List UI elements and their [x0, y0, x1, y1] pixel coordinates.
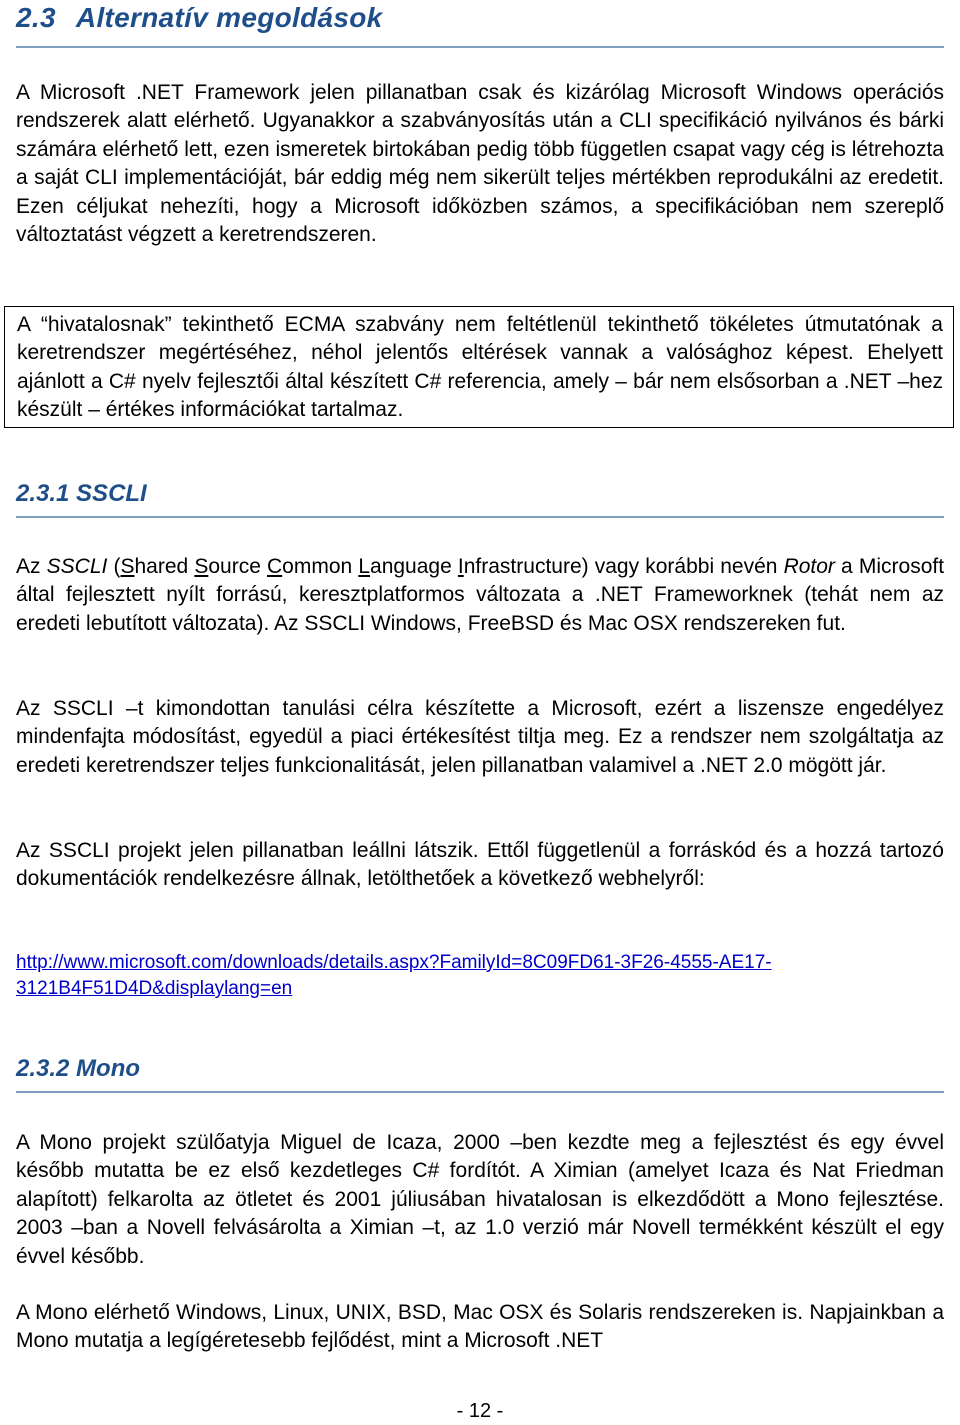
- intro-paragraph: A Microsoft .NET Framework jelen pillanatban csak és kizárólag Microsoft Windows operációs rendszerek alatt elérhető. Ugyanakkor a szabványosítás után a CLI specifikáció nyilvános és bárki számára elérhető lett, ezen ismeretek birtokában pedig több független csapat vagy cég is létrehozta a saját CLI implementációját, bár eddig még nem sikerült teljes mértékben reprodukálni az eredetit. Ezen céljukat nehezíti, hogy a Microsoft időközben számos, a specifikációban nem szereplő változtatást végzett a keretrendszeren.: [16, 81, 944, 247]
- mono-heading: 2.3.2 Mono: [16, 1055, 141, 1082]
- sscli-rule: [16, 516, 944, 518]
- page-number: - 12 -: [456, 1400, 504, 1422]
- sscli-paragraph-2: Az SSCLI –t kimondottan tanulási célra készítette a Microsoft, ezért a liszensze engedélyez mindenfajta módosítást, egyedül a piaci értékesítést tiltja meg. Ez a rendszer nem szolgáltatja az eredeti keretrendszer teljes funkcionalitását, jelen pillanatban valamivel a .NET 2.0 mögött jár.: [16, 697, 944, 777]
- sscli-paragraph-3: Az SSCLI projekt jelen pillanatban leállni látszik. Ettől függetlenül a forráskód és a hozzá tartozó dokumentációk rendelkezésre állnak, letölthetőek a következő webhelyről:: [16, 839, 944, 891]
- mono-paragraph-2: A Mono elérhető Windows, Linux, UNIX, BSD, Mac OSX és Solaris rendszereken is. Napjainkban a Mono mutatja a legígéretesebb fejlődést, mint a Microsoft .NET: [16, 1301, 944, 1353]
- section-heading: [16, 2, 944, 34]
- sscli-heading: 2.3.1 SSCLI: [16, 480, 147, 507]
- sscli-paragraph-1: Az SSCLI (Shared Source Common Language Infrastructure) vagy korábbi nevén Rotor a Microsoft által fejlesztett nyílt forrású, keresztplatformos változata a .NET Frameworknek (tehát nem az eredeti lebutított változata). Az SSCLI Windows, FreeBSD és Mac OSX rendszereken fut.: [16, 555, 945, 635]
- heading-rule: [16, 46, 944, 48]
- mono-rule: [16, 1091, 944, 1093]
- note-text: A “hivatalosnak” tekinthető ECMA szabvány nem feltétlenül tekinthető tökéletes útmutatónak a keretrendszer megértéséhez, néhol jelentős eltérések vannak a valósághoz képest. Ehelyett ajánlott a C# nyelv fejlesztői által készített C# referencia, amely – bár nem elsősorban a .NET –hez készült – értékes információkat tartalmaz.: [17, 313, 943, 422]
- download-link-block: [16, 950, 944, 1002]
- section-title: Alternatív megoldások: [75, 2, 383, 33]
- mono-paragraph-1: A Mono projekt szülőatyja Miguel de Icaza, 2000 –ben kezdte meg a fejlesztést és egy évvel később mutatta be ez első kezdetleges C# fordítót. A Ximian (amelyet Icaza és Nat Friedman alapított) felkarolta az ötletet és 2001 júliusában hivatalosan is elkezdődött a Mono fejlesztése. 2003 –ban a Novell felvásárolta a Ximian –t, az 1.0 verzió már Novell termékként készült el egy évvel később.: [16, 1131, 944, 1268]
- note-box: [4, 306, 954, 428]
- section-number: 2.3: [16, 2, 56, 33]
- sscli-download-link[interactable]: http://www.microsoft.com/downloads/details.aspx?FamilyId=8C09FD61-3F26-4555-AE17- 3121B4F51D4D&displaylang=en: [16, 952, 772, 999]
